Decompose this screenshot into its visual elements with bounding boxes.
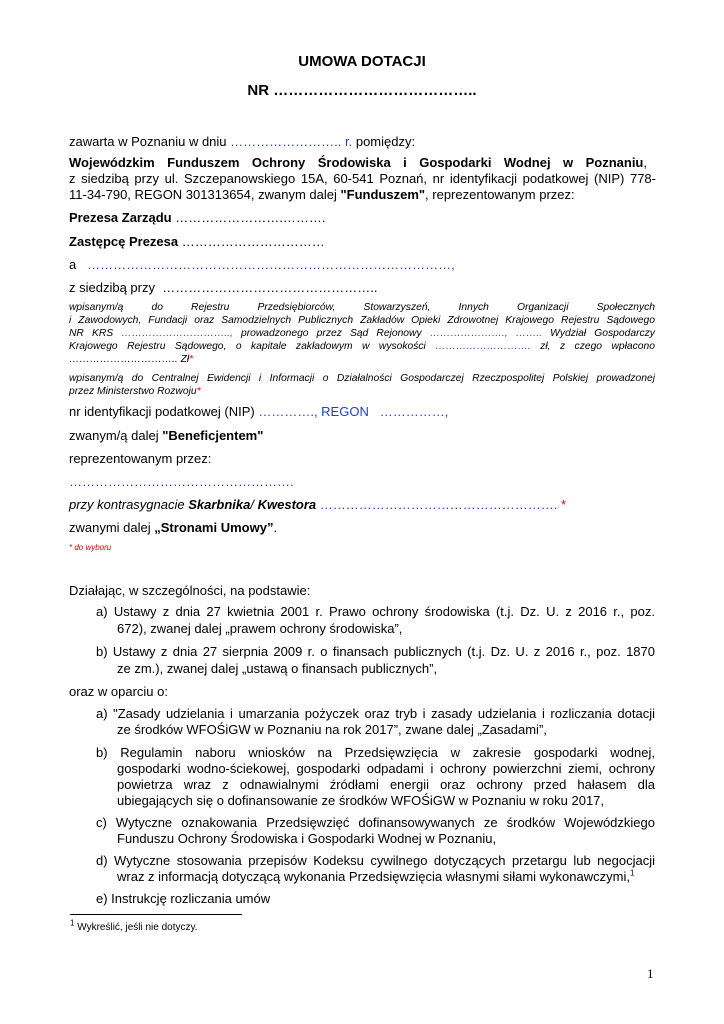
nip-line (69, 404, 448, 420)
rules-c-line-1: c) Wytyczne oznakowania Przedsięwzięć dofinansowywanych ze środków Wojewódzkiego (96, 815, 655, 830)
rules-b-line-4: ubiegających się o dofinansowanie ze środków WFOŚiGW w Poznaniu w roku 2017, (117, 793, 605, 808)
fund-alias: "Funduszem" (340, 187, 426, 202)
basis-b-line-2: ze zm.), zwanej dalej „ustawą o finansach publicznych”, (117, 661, 438, 676)
vice-president-label: Zastępcę Prezesa (69, 234, 179, 249)
registry-line-2: i Zawodowych, Fundacji oraz Samodzielnych Publicznych Zakładów Opieki Zdrowotnej Krajowego Rejestru Sądowego (69, 315, 655, 326)
rules-c-line-2: Funduszu Ochrony Środowiska i Gospodarki Wodnej w Poznaniu, (117, 831, 497, 846)
basis-intro: Działając, w szczególności, na podstawie: (69, 583, 311, 598)
number-label: NR (247, 82, 270, 99)
court-label: prowadzonego przez Sąd Rejonowy (240, 328, 422, 339)
footnote (70, 918, 198, 934)
president-dots: …………………….………. (175, 210, 326, 225)
choice-star: * (189, 354, 194, 365)
footnote-text: Wykreślić, jeśli nie dotyczy. (77, 922, 198, 933)
rules-d-line-1: d) Wytyczne stosowania przepisów Kodeksu cywilnego dotyczących przetargu lub negocjacji (96, 853, 655, 868)
rules-b-line-2: gospodarki wodno-ściekowej, gospodarki odpadami i ochrony powierzchni ziemi, ochrony (117, 761, 655, 776)
contract-number (0, 82, 724, 100)
rules-d-line-2-text: wraz z informacją dotyczącą wykonania Przedsięwzięcia własnymi siłami wykonawczymi, (117, 869, 630, 884)
fund-name-text: Wojewódzkim Funduszem Ochrony Środowiska i Gospodarki Wodnej w Poznaniu (69, 155, 644, 170)
bursar-label: Kwestora (257, 497, 317, 512)
page-number: 1 (647, 966, 654, 981)
rules-a-line-2: ze środków WFOŚiGW w Poznaniu na rok 2017”, zwane dalej „Zasadami”, (117, 722, 547, 737)
president-label: Prezesa Zarządu (69, 210, 172, 225)
seat-dots: ………………………………………….. (162, 280, 378, 295)
footnote-separator (70, 914, 242, 915)
vice-president-line (69, 234, 325, 250)
paid-label: zł, z czego wpłacono (540, 341, 655, 352)
represented-dots: ……………………………………………. (69, 474, 294, 489)
intro-line (69, 134, 415, 150)
seat-line (69, 280, 377, 296)
registry-line-4 (69, 340, 655, 353)
contra-pre: przy kontrasygnacie (69, 497, 189, 512)
paid-dots: ………………………….. (69, 354, 178, 365)
seat-label: z siedzibą przy (69, 280, 155, 295)
registry-line-3 (69, 327, 655, 340)
beneficiary-alias-line (69, 428, 263, 444)
fund-name (69, 155, 647, 171)
registry-line-1: wpisanym/ą do Rejestru Przedsiębiorców, Stowarzyszeń, Innych Organizacji Społecznych (69, 302, 655, 313)
choose-note: * do wyboru (69, 543, 112, 552)
between-text: pomiędzy: (355, 134, 416, 149)
rules-e-line-1: e) Instrukcję rozliczania umów (96, 891, 271, 906)
a-line (69, 257, 455, 273)
registry-line-5 (69, 353, 193, 366)
basis-a-line-1: a) Ustawy z dnia 27 kwietnia 2001 r. Prawo ochrony środowiska (t.j. Dz. U. z 2016 r., poz. (96, 604, 655, 619)
footnote-mark: 1 (70, 918, 75, 928)
a-label: a (69, 257, 77, 272)
basis-a-line-2: 672), zwanej dalej „prawem ochrony środowiska”, (117, 621, 403, 636)
fund-address-2-end: , reprezentowanym przez: (425, 187, 575, 202)
a-dots: …………………………………………………………………………, (87, 257, 455, 272)
contract-title: UMOWA DOTACJI (298, 53, 426, 70)
ceidg-line-1: wpisanym/ą do Centralnej Ewidencji i Informacji o Działalności Gospodarczej Rzeczpospolitej Polskiej prowadzonej (69, 373, 655, 384)
regon-dots: ……………, (379, 404, 449, 419)
fund-address-1: z siedzibą przy ul. Szczepanowskiego 15A, 60-541 Poznań, nr identyfikacji podatkowej (NIP) 778- (69, 171, 656, 186)
represented-by: reprezentowanym przez: (69, 451, 212, 466)
parties-pre: zwanymi dalej (69, 520, 155, 535)
ceidg-star: * (196, 386, 201, 397)
beneficiary-alias: "Beneficjentem" (162, 428, 264, 443)
rules-b-line-1: b) Regulamin naboru wniosków na Przedsięwzięcia w zakresie gospodarki wodnej, (96, 745, 655, 760)
department-label: Wydział Gospodarczy (550, 328, 655, 339)
court-dots: …………………., …….. (429, 328, 542, 339)
treasurer-label: Skarbnika (188, 497, 251, 512)
rules-b-line-3: powietrza wraz z odnawialnymi źródłami energii oraz ochrony przed hałasem dla (117, 777, 655, 792)
basis-also: oraz w oparciu o: (69, 684, 168, 699)
vice-president-dots: …………………………… (181, 234, 325, 249)
parties-period: . (273, 520, 278, 535)
capital-label: Krajowego Rejestru Sądowego, o kapitale zakładowym w wysokości (69, 341, 426, 352)
concluded-text: zawarta w Poznaniu w dniu (69, 134, 227, 149)
rules-a-line-1: a) "Zasady udzielania i umarzania pożyczek oraz tryb i zasady udzielania i rozliczania dotacji (96, 706, 655, 721)
contra-slash: / (250, 497, 258, 512)
basis-b-line-1: b) Ustawy z dnia 27 sierpnia 2009 r. o finansach publicznych (t.j. Dz. U. z 2016 r., poz. 1870 (96, 644, 655, 659)
nip-dots: …………., REGON (258, 404, 369, 419)
krs-dots: ………………………….., (121, 328, 233, 339)
parties-line (69, 520, 277, 536)
countersignature-line (69, 497, 566, 513)
contra-dots: ………………………………………………. (319, 497, 558, 512)
capital-dots: ………………………. (435, 341, 531, 352)
fund-address-2 (69, 187, 575, 203)
footnote-ref: 1 (629, 868, 635, 878)
alias-pre: zwanym/ą dalej (69, 428, 163, 443)
president-line (69, 210, 325, 226)
date-placeholder: …………………….. r. (230, 134, 353, 149)
fund-address-2-text: 11-34-790, REGON 301313654, zwanym dalej (69, 187, 341, 202)
ceidg-ministry: przez Ministerstwo Rozwoju (69, 386, 197, 397)
krs-label: NR KRS (69, 328, 114, 339)
parties-alias: „Stronami Umowy” (154, 520, 274, 535)
nip-label: nr identyfikacji podatkowej (NIP) (69, 404, 255, 419)
number-dots: ………………………………….. (273, 82, 477, 99)
contra-star: * (561, 497, 567, 512)
ceidg-line-2 (69, 385, 201, 398)
rules-d-line-2 (117, 869, 634, 885)
fund-comma: , (643, 155, 647, 170)
currency-label: Zł (180, 354, 190, 365)
